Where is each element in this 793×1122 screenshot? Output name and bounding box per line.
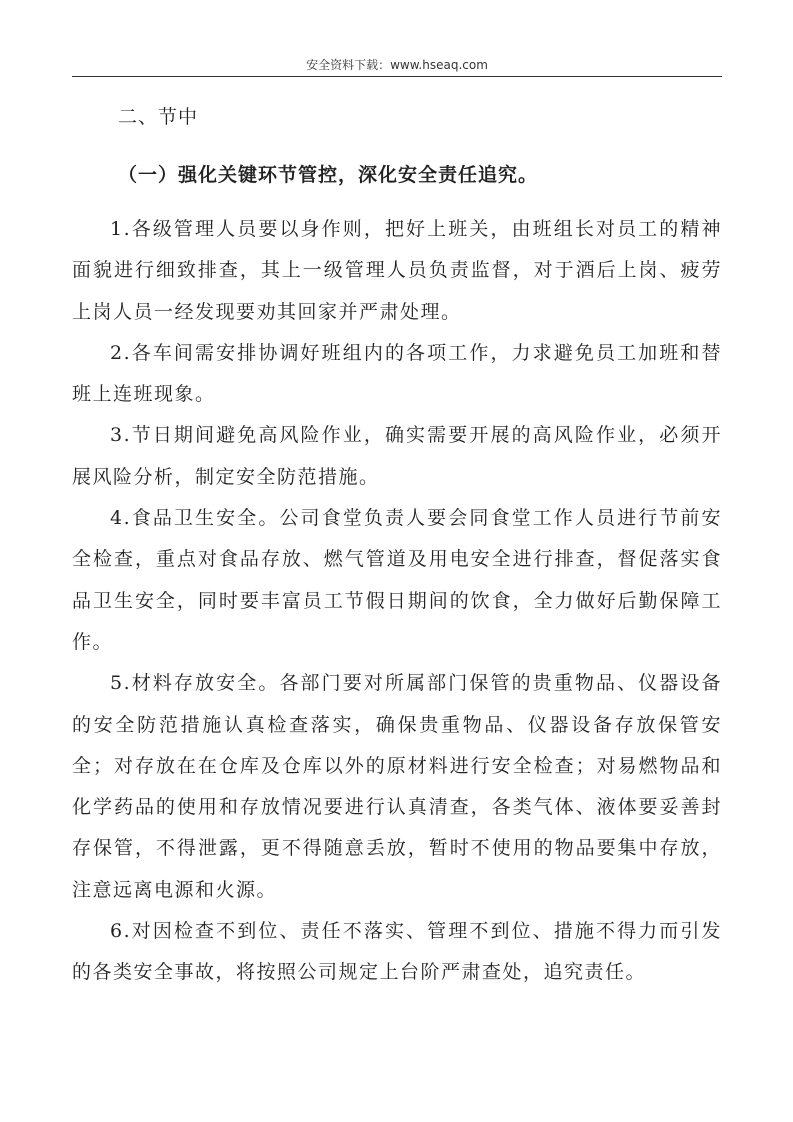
paragraph-6: 6.对因检查不到位、责任不落实、管理不到位、措施不得力而引发的各类安全事故，将按照公司规定上台阶严肃查处，追究责任。 <box>72 920 722 984</box>
paragraph-2: 2.各车间需安排协调好班组内的各项工作，力求避免员工加班和替班上连班现象。 <box>72 341 722 406</box>
section-title: 二、节中 <box>118 106 199 128</box>
paragraph-3: 3.节日期间避免高风险作业，确实需要开展的高风险作业，必须开展风险分析，制定安全防范措施。 <box>72 424 722 488</box>
page-header: 安全资料下载：www.hseaq.com <box>306 58 488 72</box>
header-divider <box>72 76 722 77</box>
document-body <box>72 209 722 994</box>
paragraph-5: 5.材料存放安全。各部门要对所属部门保管的贵重物品、仪器设备的安全防范措施认真检查落实，确保贵重物品、仪器设备存放保管安全；对存放在在仓库及仓库以外的原材料进行安全检查；对易燃物品和化学药品的使用和存放情况要进行认真清查，各类气体、液体要妥善封存保管，不得泄露，更不得随意丢放，暂时不使用的物品要集中存放，注意远离电源和火源。 <box>72 672 722 901</box>
paragraph-4: 4.食品卫生安全。公司食堂负责人要会同食堂工作人员进行节前安全检查，重点对食品存放、燃气管道及用电安全进行排查，督促落实食品卫生安全，同时要丰富员工节假日期间的饮食，全力做好后勤保障工作。 <box>72 507 722 653</box>
paragraph-1: 1.各级管理人员要以身作则，把好上班关，由班组长对员工的精神面貌进行细致排查，其上一级管理人员负责监督，对于酒后上岗、疲劳上岗人员一经发现要劝其回家并严肃处理。 <box>72 218 722 323</box>
subsection-title: （一）强化关键环节管控，深化安全责任追究。 <box>118 164 539 186</box>
